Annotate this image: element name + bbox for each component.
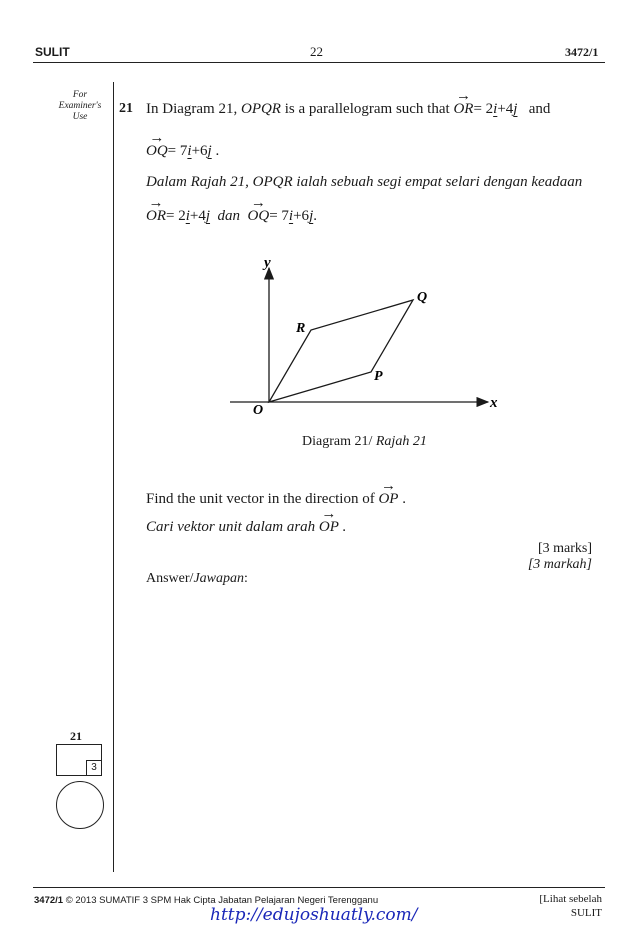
intro-en-rest: is a parallelogram such that (280, 101, 454, 117)
question-line-ms-vectors: → OR= 2i+4j dan → OQ= 7i+6j. (146, 208, 317, 225)
footer-rule (33, 887, 605, 888)
footer-copyright: 3472/1 © 2013 SUMATIF 3 SPM Hak Cipta Jabatan Pelajaran Negeri Terengganu (34, 895, 379, 906)
box-question-number: 21 (70, 729, 82, 743)
marks-box-total: 3 (86, 760, 102, 776)
footer-turn-over: [Lihat sebelah (539, 893, 602, 905)
label-o: O (253, 403, 264, 418)
examiners-label: Examiner's (58, 101, 102, 111)
label-x: x (490, 395, 498, 411)
page-number: 22 (310, 44, 323, 59)
task-ms: Cari vektor unit dalam arah → OP . (146, 519, 346, 536)
margin-rule (113, 82, 114, 872)
question-number: 21 (119, 101, 133, 116)
answer-label: Answer/Jawapan: (146, 571, 248, 586)
parallelogram-opqr (269, 300, 413, 402)
footer-sulit: SULIT (570, 907, 602, 919)
label-p: P (374, 369, 383, 384)
intro-ms: Dalam Rajah 21, (146, 174, 253, 190)
footer-url-link[interactable]: http://edujoshuatly.com/ (210, 905, 418, 925)
marks-box (56, 744, 102, 776)
marks-en: [3 marks] (537, 541, 592, 556)
and-word: and (528, 101, 551, 117)
question-line-ms (146, 174, 582, 191)
use-label: Use (72, 112, 88, 122)
parallelogram-diagram (220, 250, 520, 430)
paper-code: 3472/1 (565, 45, 599, 59)
diagram-caption: Diagram 21/ Rajah 21 (302, 434, 427, 449)
question-line-1: In Diagram 21, OPQR is a parallelogram such that → OR= 2i+4j and (146, 101, 550, 118)
for-label: For (72, 90, 88, 100)
label-y: y (264, 255, 271, 271)
header-sulit: SULIT (35, 45, 70, 59)
vector-op: → OP (378, 491, 398, 508)
intro-ms-rest: ialah sebuah segi empat selari dengan keadaan (292, 174, 583, 190)
task-en: Find the unit vector in the direction of → OP . (146, 491, 406, 508)
dan-word: dan (217, 208, 241, 224)
marks-ms: [3 markah] (527, 557, 592, 572)
shape-name-ms: OPQR (252, 174, 293, 190)
shape-name-en: OPQR (240, 101, 281, 117)
intro-en: In Diagram 21, (146, 101, 241, 117)
question-line-2: → OQ= 7i+6j . (146, 143, 219, 160)
label-r: R (296, 321, 306, 336)
vector-or: → OR (453, 101, 473, 118)
label-q: Q (417, 290, 428, 305)
header-rule (33, 62, 605, 63)
score-circle (56, 781, 104, 829)
vector-oq: → OQ (146, 143, 168, 160)
examiners-use-note (50, 90, 110, 123)
